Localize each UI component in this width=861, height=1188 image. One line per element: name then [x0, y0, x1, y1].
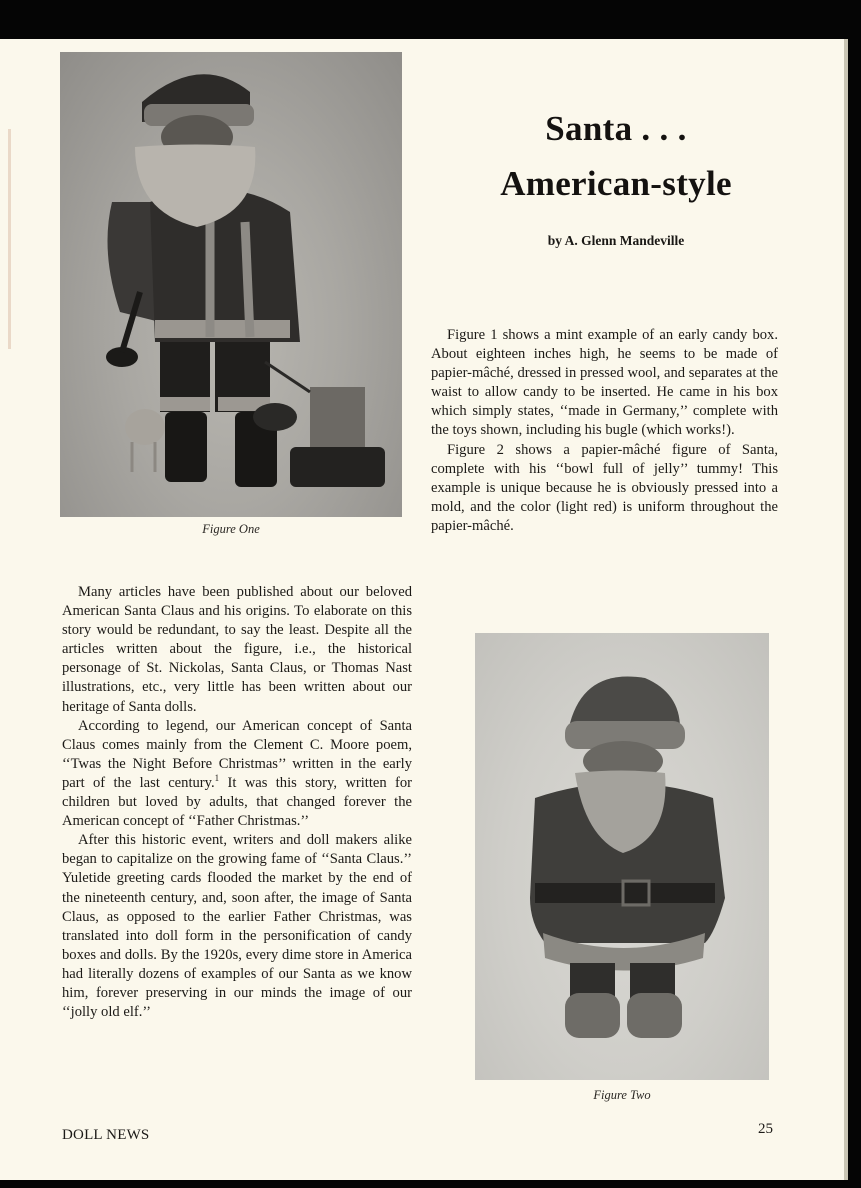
article-title-line-2: American-style — [500, 164, 732, 203]
figure-one-photo — [60, 52, 402, 517]
paragraph-legend-text: According to legend, our American concept of Santa Claus comes mainly from the Clement C. Moore poem, ‘‘Twas the Night Before Christmas’’ written in the early part of the last century. — [62, 717, 412, 791]
publication-name: DOLL NEWS — [62, 1127, 150, 1143]
paragraph-introduction: Many articles have been published about our beloved American Santa Claus and his origins. To elaborate on this story would be redundant, to say the least. Despite all the articles written about the figure, i.e., the historical personage of St. Nickolas, Santa Claus, or Thomas Nast illustrations, etc., very little has been written about our heritage of Santa dolls. — [62, 584, 412, 715]
magazine-page — [0, 39, 848, 1180]
page-number: 25 — [758, 1121, 773, 1137]
footnote-marker: 1 — [214, 773, 220, 784]
figure-one-caption: Figure One — [202, 522, 260, 536]
papier-mache-santa-illustration — [475, 633, 769, 1080]
figure-two-caption: Figure Two — [593, 1088, 651, 1102]
left-column-text — [62, 583, 412, 1022]
article-title-line-1: Santa . . . — [545, 109, 687, 148]
right-column-text — [431, 326, 778, 536]
paragraph-figure-1: Figure 1 shows a mint example of an early candy box. About eighteen inches high, he seems to be made of papier-mâché, dressed in pressed wool, and separates at the waist to allow candy to be inserted. He came in his box which simply states, ‘‘made in Germany,’’ complete with the toys shown, including his bugle (which works!). — [431, 327, 778, 439]
article-byline: by A. Glenn Mandeville — [547, 233, 685, 248]
page-edge-stain — [8, 129, 11, 349]
paragraph-legend — [62, 717, 412, 832]
paragraph-figure-2: Figure 2 shows a papier-mâché figure of Santa, complete with his ‘‘bowl full of jelly’’ tummy! This example is unique because he is obviously pressed into a mold, and the color (light red) is uniform throughout the papier-mâché. — [431, 441, 778, 534]
figure-two-photo — [475, 633, 769, 1080]
santa-candy-box-illustration — [60, 52, 402, 517]
paragraph-legend-text-cont: It was this story, written for children but loved by adults, that changed forever the American concept of ‘‘Father Christmas.’’ — [62, 774, 413, 830]
paragraph-history: After this historic event, writers and doll makers alike began to capitalize on the growing fame of ‘‘Santa Claus.’’ Yuletide greeting cards flooded the market by the end of the nineteenth century, and, soon after, the image of Santa Claus, as opposed to the earlier Father Christmas, was translated into doll form in the personification of candy boxes and dolls. By the 1920s, every dime store in America had literally dozens of examples of our Santa as we know him, forever preserving in our minds the image of our ‘‘jolly old elf.’’ — [62, 832, 412, 1021]
